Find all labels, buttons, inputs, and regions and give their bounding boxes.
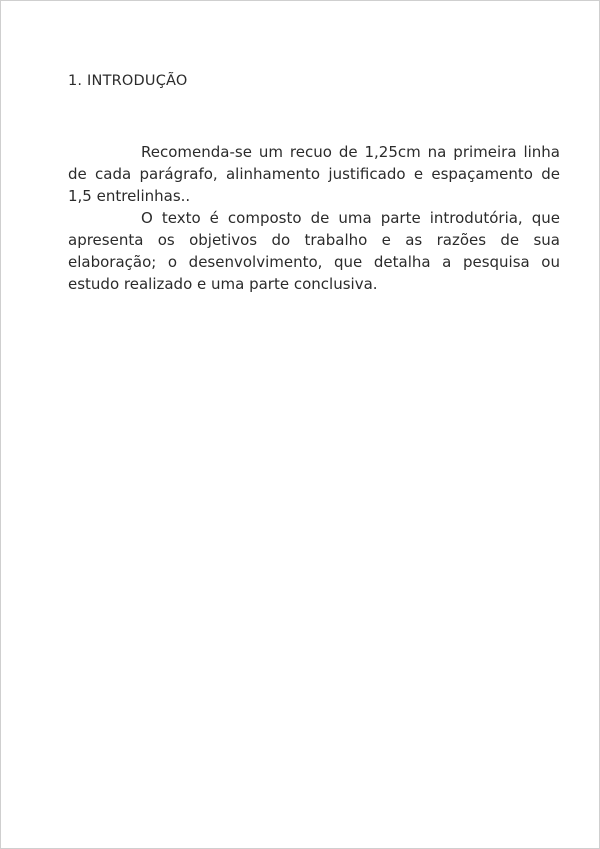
section-heading: 1. INTRODUÇÃO — [68, 73, 188, 89]
section-body — [68, 141, 560, 295]
paragraph-2: O texto é composto de uma parte introdutória, que apresenta os objetivos do trabalho e as razões de sua elaboração; o desenvolvimento, que detalha a pesquisa ou estudo realizado e uma parte conclusiva. — [68, 209, 560, 293]
paragraph-1: Recomenda-se um recuo de 1,25cm na primeira linha de cada parágrafo, alinhamento justificado e espaçamento de 1,5 entrelinhas.. — [68, 143, 560, 205]
